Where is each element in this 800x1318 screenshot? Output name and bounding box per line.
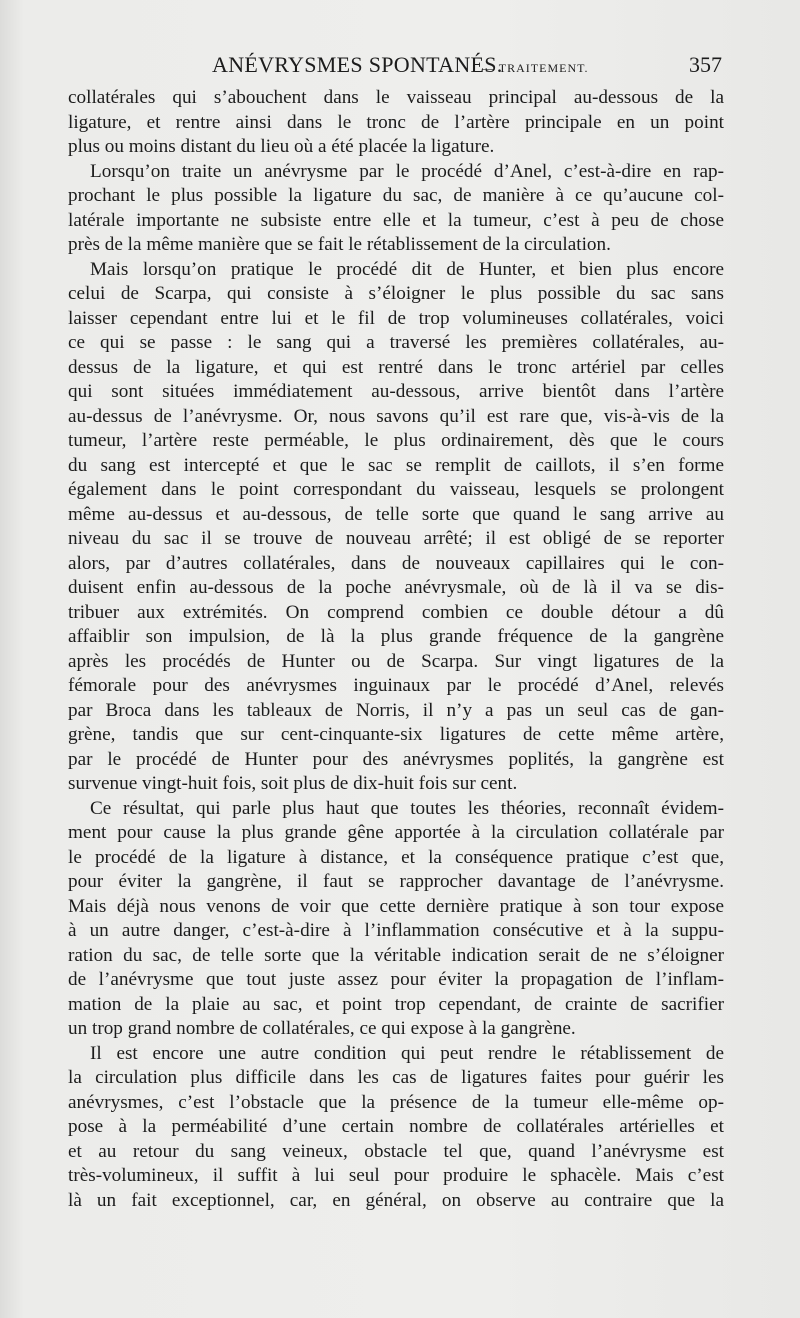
body-text xyxy=(68,86,724,1213)
text-line: pour éviter la gangrène, il faut se rapprocher davantage de l’anévrysme. xyxy=(68,871,724,892)
text-line: duisent enfin au-dessous de la poche anévrysmale, où de là il va se dis- xyxy=(68,577,724,598)
page-header xyxy=(0,50,800,82)
text-line: Il est encore une autre condition qui peut rendre le rétablissement de xyxy=(90,1042,724,1064)
text-line: prochant le plus possible la ligature du sac, de manière à ce qu’aucune col- xyxy=(68,185,724,206)
text-line: fémorale pour des anévrysmes inguinaux par le procédé d’Anel, relevés xyxy=(68,675,724,696)
text-line: un trop grand nombre de collatérales, ce qui expose à la gangrène. xyxy=(68,1018,576,1039)
text-line: la circulation plus difficile dans les cas de ligatures faites pour guérir les xyxy=(68,1067,724,1088)
text-line: le procédé de la ligature à distance, et la conséquence pratique c’est que, xyxy=(68,846,724,868)
text-line: survenue vingt-huit fois, soit plus de dix-huit fois sur cent. xyxy=(68,773,518,794)
text-line: Mais déjà nous venons de voir que cette dernière pratique à son tour expose xyxy=(68,895,724,917)
text-line: grène, tandis que sur cent-cinquante-six ligatures de cette même artère, xyxy=(68,724,724,745)
text-line: ligature, et rentre ainsi dans le tronc de l’artère principale en un point xyxy=(68,111,724,133)
text-line: alors, par d’autres collatérales, dans de nouveaux capillaires qui le con- xyxy=(68,552,724,574)
text-line: plus ou moins distant du lieu où a été placée la ligature. xyxy=(68,136,495,157)
text-line: au-dessus de l’anévrysme. Or, nous savons qu’il est rare que, vis-à-vis de la xyxy=(68,405,724,427)
text-line: Lorsqu’on traite un anévrysme par le procédé d’Anel, c’est-à-dire en rap- xyxy=(90,160,724,182)
text-line: tribuer aux extrémités. On comprend combien ce double détour a dû xyxy=(68,601,724,623)
text-line: pose à la perméabilité d’une certain nombre de collatérales artérielles et xyxy=(68,1116,724,1137)
text-line: après les procédés de Hunter ou de Scarpa. Sur vingt ligatures de la xyxy=(68,650,724,672)
text-line: latérale importante ne subsiste entre elle et la tumeur, c’est à peu de chose xyxy=(68,209,724,231)
text-line: tumeur, l’artère reste perméable, le plus ordinairement, dès que le cours xyxy=(68,430,724,451)
text-line: par Broca dans les tableaux de Norris, il n’y a pas un seul cas de gan- xyxy=(68,699,724,721)
text-line: et au retour du sang veineux, obstacle tel que, quand l’anévrysme est xyxy=(68,1140,724,1162)
page-number: 357 xyxy=(689,52,722,77)
text-line: niveau du sac il se trouve de nouveau arrêté; il est obligé de se reporter xyxy=(68,528,724,549)
text-line: affaiblir son impulsion, de là la plus grande fréquence de la gangrène xyxy=(68,626,724,647)
section-label: — TRAITEMENT. xyxy=(482,61,589,75)
text-line: du sang est intercepté et que le sac se remplit de caillots, il s’en forme xyxy=(68,454,724,476)
running-title: ANÉVRYSMES SPONTANÉS. xyxy=(212,52,503,77)
text-line: qui sont situées immédiatement au-dessous, arrive bientôt dans l’artère xyxy=(68,381,724,402)
text-line: par le procédé de Hunter pour des anévrysmes poplités, la gangrène est xyxy=(68,748,724,770)
text-line: dessus de la ligature, et qui est rentré dans le tronc artériel par celles xyxy=(68,356,724,378)
text-line: Ce résultat, qui parle plus haut que toutes les théories, reconnaît évidem- xyxy=(90,797,724,819)
text-line: même au-dessus et au-dessous, de telle sorte que quand le sang arrive au xyxy=(68,503,724,525)
text-line: ment pour cause la plus grande gêne apportée à la circulation collatérale par xyxy=(68,822,724,843)
text-line: ration du sac, de telle sorte que la véritable indication serait de ne s’éloigner xyxy=(68,944,724,966)
text-line: très-volumineux, il suffit à lui seul pour produire le sphacèle. Mais c’est xyxy=(68,1165,724,1186)
text-line: mation de la plaie au sac, et point trop cependant, de crainte de sacrifier xyxy=(68,993,724,1015)
text-line: de l’anévrysme que tout juste assez pour éviter la propagation de l’inflam- xyxy=(68,969,724,990)
text-line: également dans le point correspondant du vaisseau, lesquels se prolongent xyxy=(68,479,724,500)
text-line: celui de Scarpa, qui consiste à s’éloigner le plus possible du sac sans xyxy=(68,283,724,304)
text-line: ce qui se passe : le sang qui a traversé les premières collatérales, au- xyxy=(68,332,724,353)
text-line: anévrysmes, c’est l’obstacle que la présence de la tumeur elle-même op- xyxy=(68,1091,724,1113)
text-line: là un fait exceptionnel, car, en général, on observe au contraire que la xyxy=(68,1189,724,1211)
text-line: à un autre danger, c’est-à-dire à l’inflammation consécutive et à la suppu- xyxy=(68,920,724,941)
text-line: laisser cependant entre lui et le fil de trop volumineuses collatérales, voici xyxy=(68,307,724,329)
text-line: Mais lorsqu’on pratique le procédé dit de Hunter, et bien plus encore xyxy=(90,258,724,280)
text-line: collatérales qui s’abouchent dans le vaisseau principal au-dessous de la xyxy=(68,87,724,108)
text-line: près de la même manière que se fait le rétablissement de la circulation. xyxy=(68,234,611,255)
